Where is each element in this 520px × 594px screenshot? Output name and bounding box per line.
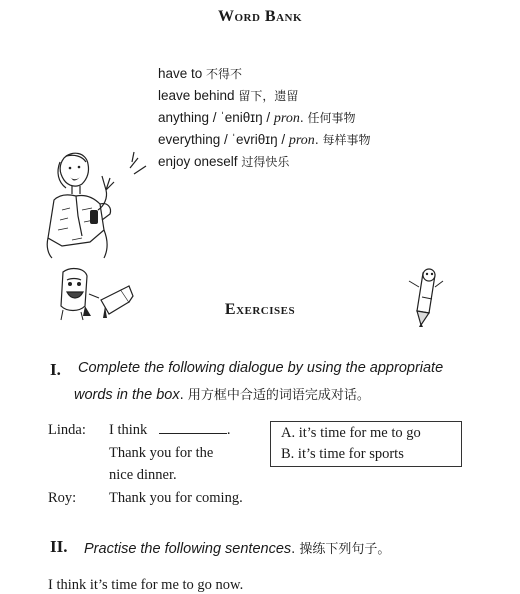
part-2-number: II. [50,537,68,556]
word-bank-entry-leave-behind [158,85,298,107]
entry-translation: . 每样事物 [314,133,371,147]
entry-term: have to [158,66,207,81]
instruction-translation: . 操练下列句子。 [291,542,391,557]
entry-term: leave behind [158,88,239,103]
part-1-instruction-line2 [74,384,370,403]
part-1-number: I. [50,360,61,379]
dialogue-line-linda-1 [109,419,231,442]
instruction-text: words in the box [74,387,180,403]
answer-blank[interactable] [159,419,227,434]
woman-illustration [42,150,157,260]
entry-translation: 过得快乐 [241,155,290,169]
part-2-instruction [84,538,390,557]
word-bank-entry-anything [158,107,355,130]
word-bank-title: Word Bank [217,8,303,25]
instruction-translation: . 用方框中合适的词语完成对话。 [179,388,370,403]
word-bank-entry-have-to [158,63,242,85]
entry-translation: . 任何事物 [299,111,356,125]
entry-translation: 留下，遗留 [238,89,299,103]
dialogue-text: I think [109,422,148,438]
word-bank-entry-enjoy-oneself [158,151,289,173]
practice-sentence: I think it’s time for me to go now. [48,577,244,593]
instruction-text: Practise the following sentences [84,541,292,557]
speaker-label-linda: Linda: [48,422,86,438]
speaker-label-roy: Roy: [48,490,77,506]
dialogue-line-linda-3: nice dinner. [109,467,177,483]
dialogue-line-linda-2: Thank you for the [109,445,214,461]
entry-translation: 不得不 [206,67,243,81]
box-option-a: A. it’s time for me to go [281,425,421,441]
entry-pos: pron [273,111,300,126]
dialogue-period: . [226,422,231,438]
box-option-b: B. it’s time for sports [281,446,404,462]
entry-pos: pron [288,133,315,148]
entry-term: everything / ˈevriθɪŋ / [158,132,289,147]
exercises-title: Exercises [224,301,296,318]
dialogue-line-roy: Thank you for coming. [109,490,243,506]
word-bank-entry-everything [158,129,370,152]
part-1-instruction-line1: Complete the following dialogue by using the appropriate [78,360,444,376]
entry-term: anything / ˈeniθɪŋ / [158,110,274,125]
entry-term: enjoy oneself [158,154,242,169]
word-box [270,421,462,467]
